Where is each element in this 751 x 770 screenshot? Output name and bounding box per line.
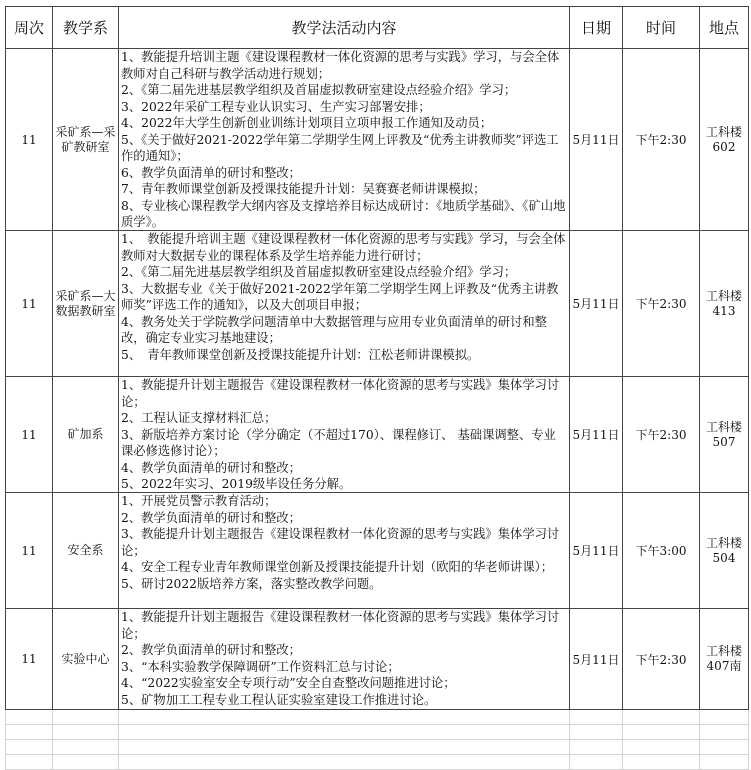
time-cell-text: 下午2:30 [635,297,687,311]
content-item: 3、新版培养方案讨论（学分确定（不超过170）、课程修订、 基础课调整、专业课必修选修讨论）； [121,427,556,458]
content-item: 2、《第二届先进基层教学组织及首届虚拟教研室建设点经验介绍》学习； [121,265,517,279]
place-cell-text: 工科楼407南 [705,644,742,673]
header-content: 教学法活动内容 [119,7,570,49]
content-item: 3、教能提升计划主题报告《建设课程教材一体化资源的思考与实践》集体学习讨论； [121,527,560,558]
content-item: 6、教学负面清单的研讨和整改； [121,165,301,180]
content-item: 3、2022年采矿工程专业认识实习、生产实习部署安排； [121,99,431,114]
cell[interactable] [53,740,119,755]
cell[interactable] [6,740,53,755]
date-cell-text: 5月11日 [572,428,620,442]
time-cell-text: 下午3:00 [635,544,687,558]
week-cell-text: 11 [21,296,37,311]
time-cell-text: 下午2:30 [635,652,687,667]
cell[interactable] [570,755,623,770]
cell[interactable] [53,755,119,770]
cell[interactable] [119,755,570,770]
date-cell-text: 5月11日 [572,297,620,311]
cell[interactable] [700,740,749,755]
place-cell-text: 工科楼504 [705,535,742,565]
content-cell[interactable] [119,231,570,377]
date-cell[interactable] [570,609,623,710]
content-list [119,231,569,375]
date-cell-text: 5月11日 [572,544,620,558]
cell[interactable] [119,725,570,740]
dept-cell[interactable] [53,231,119,377]
header-dept: 教学系 [53,7,119,49]
content-item: 8、专业核心课程教学大纲内容及支撑培养目标达成研讨：《地质学基础》、《矿山地质学》。 [121,198,566,229]
week-cell-text: 11 [21,652,37,666]
cell[interactable] [623,725,700,740]
empty-row [6,740,749,755]
content-item: 4、教务处关于学院教学问题清单中大数据管理与应用专业负面清单的研讨和整改，确定专业实习基地建设； [121,314,547,345]
time-cell[interactable] [623,609,700,710]
week-cell[interactable] [6,377,53,493]
dept-cell-text: 安全系 [67,543,104,557]
dept-cell-text: 矿加系 [67,427,104,441]
cell[interactable] [623,710,700,725]
content-list [119,49,569,229]
header-time: 时间 [623,7,700,49]
content-item: 2、工程认证支撑材料汇总； [121,411,277,425]
time-cell[interactable] [623,49,700,231]
content-item: 1、教能提升培训主题《建设课程教材一体化资源的思考与实践》学习，与会全体教师对自己科研与教学活动进行规划； [121,50,560,81]
table-row [6,609,749,710]
content-item: 1、教能提升计划主题报告《建设课程教材一体化资源的思考与实践》集体学习讨论； [121,378,560,409]
activity-schedule-table [5,6,749,770]
dept-cell-text: 实验中心 [61,651,110,666]
week-cell-text: 11 [21,427,37,442]
time-cell[interactable] [623,377,700,493]
empty-row [6,725,749,740]
cell[interactable] [623,740,700,755]
time-cell[interactable] [623,493,700,609]
content-item: 4、安全工程专业青年教师课堂创新及授课技能提升计划（欧阳的华老师讲课）； [121,560,554,574]
cell[interactable] [700,725,749,740]
dept-cell[interactable] [53,377,119,493]
content-item: 2、教学负面清单的研讨和整改； [121,510,301,525]
empty-row [6,755,749,770]
place-cell[interactable] [700,231,749,377]
content-item: 1、教能提升计划主题报告《建设课程教材一体化资源的思考与实践》集体学习讨论； [121,610,560,641]
content-item: 4、教学负面清单的研讨和整改； [121,460,301,475]
content-item: 3、大数据专业《关于做好2021-2022学年第二学期学生网上评教及“优秀主讲教师奖”评选工作的通知》，以及大创项目申报； [121,281,559,312]
place-cell[interactable] [700,49,749,231]
cell[interactable] [700,710,749,725]
table-row [6,493,749,609]
content-item: 2、教学负面清单的研讨和整改； [121,643,301,657]
content-list [119,493,569,607]
cell[interactable] [119,740,570,755]
date-cell[interactable] [570,377,623,493]
content-item: 1、开展党员警示教育活动； [121,494,277,508]
week-cell[interactable] [6,231,53,377]
content-item: 5、 青年教师课堂创新及授课技能提升计划：江松老师讲课模拟。 [121,347,480,362]
place-cell-text: 工科楼507 [705,419,742,449]
cell[interactable] [6,755,53,770]
content-item: 1、 教能提升培训主题《建设课程教材一体化资源的思考与实践》学习，与会全体教师对大数据专业的课程体系及学生培养能力进行研讨； [121,232,566,263]
content-cell[interactable] [119,493,570,609]
content-item: 2、《第二届先进基层教学组织及首届虚拟教研室建设点经验介绍》学习； [121,83,517,97]
week-cell[interactable] [6,49,53,231]
content-item: 4、“2022实验室安全专项行动”安全自查整改问题推进讨论； [121,676,456,690]
place-cell[interactable] [700,377,749,493]
cell[interactable] [700,755,749,770]
time-cell-text: 下午2:30 [635,428,687,442]
dept-cell-text: 采矿系—大数据教研室 [55,288,116,318]
date-cell[interactable] [570,49,623,231]
empty-row [6,710,749,725]
content-cell[interactable] [119,49,570,231]
cell[interactable] [53,725,119,740]
time-cell-text: 下午2:30 [635,133,687,147]
place-cell-text: 工科楼602 [705,124,742,154]
table-row [6,49,749,231]
content-item: 5、矿物加工工程专业工程认证实验室建设工作推进讨论。 [121,692,437,707]
week-cell-text: 11 [21,543,37,558]
table-row [6,231,749,377]
cell[interactable] [53,710,119,725]
date-cell[interactable] [570,231,623,377]
cell[interactable] [6,710,53,725]
header-place: 地点 [700,7,749,49]
dept-cell[interactable] [53,493,119,609]
content-list [119,377,569,491]
table-row [6,377,749,493]
content-cell[interactable] [119,609,570,710]
dept-cell[interactable] [53,609,119,710]
week-cell[interactable] [6,609,53,710]
content-item: 5、《关于做好2021-2022学年第二学期学生网上评教及“优秀主讲教师奖”评选工作的通知》； [121,132,559,163]
header-date: 日期 [570,7,623,49]
place-cell[interactable] [700,493,749,609]
place-cell[interactable] [700,609,749,710]
cell[interactable] [570,710,623,725]
content-item: 4、2022年大学生创新创业训练计划项目立项申报工作通知及动员； [121,116,493,130]
date-cell-text: 5月11日 [572,133,620,147]
content-item: 5、研讨2022版培养方案，落实整改教学问题。 [121,576,382,591]
header-week: 周次 [6,7,53,49]
place-cell-text: 工科楼413 [705,288,742,318]
cell[interactable] [570,725,623,740]
dept-cell[interactable] [53,49,119,231]
content-list [119,609,569,708]
cell[interactable] [6,725,53,740]
dept-cell-text: 采矿系—采矿教研室 [55,124,116,154]
week-cell-text: 11 [21,132,37,147]
cell[interactable] [623,755,700,770]
time-cell[interactable] [623,231,700,377]
cell[interactable] [570,740,623,755]
header-row [6,7,749,49]
content-cell[interactable] [119,377,570,493]
week-cell[interactable] [6,493,53,609]
content-item: 7、青年教师课堂创新及授课技能提升计划：吴赛赛老师讲课模拟； [121,182,486,196]
cell[interactable] [119,710,570,725]
content-item: 3、“本科实验教学保障调研”工作资料汇总与讨论； [121,659,400,674]
date-cell[interactable] [570,493,623,609]
content-item: 5、2022年实习、2019级毕设任务分解。 [121,477,352,491]
date-cell-text: 5月11日 [572,652,620,667]
